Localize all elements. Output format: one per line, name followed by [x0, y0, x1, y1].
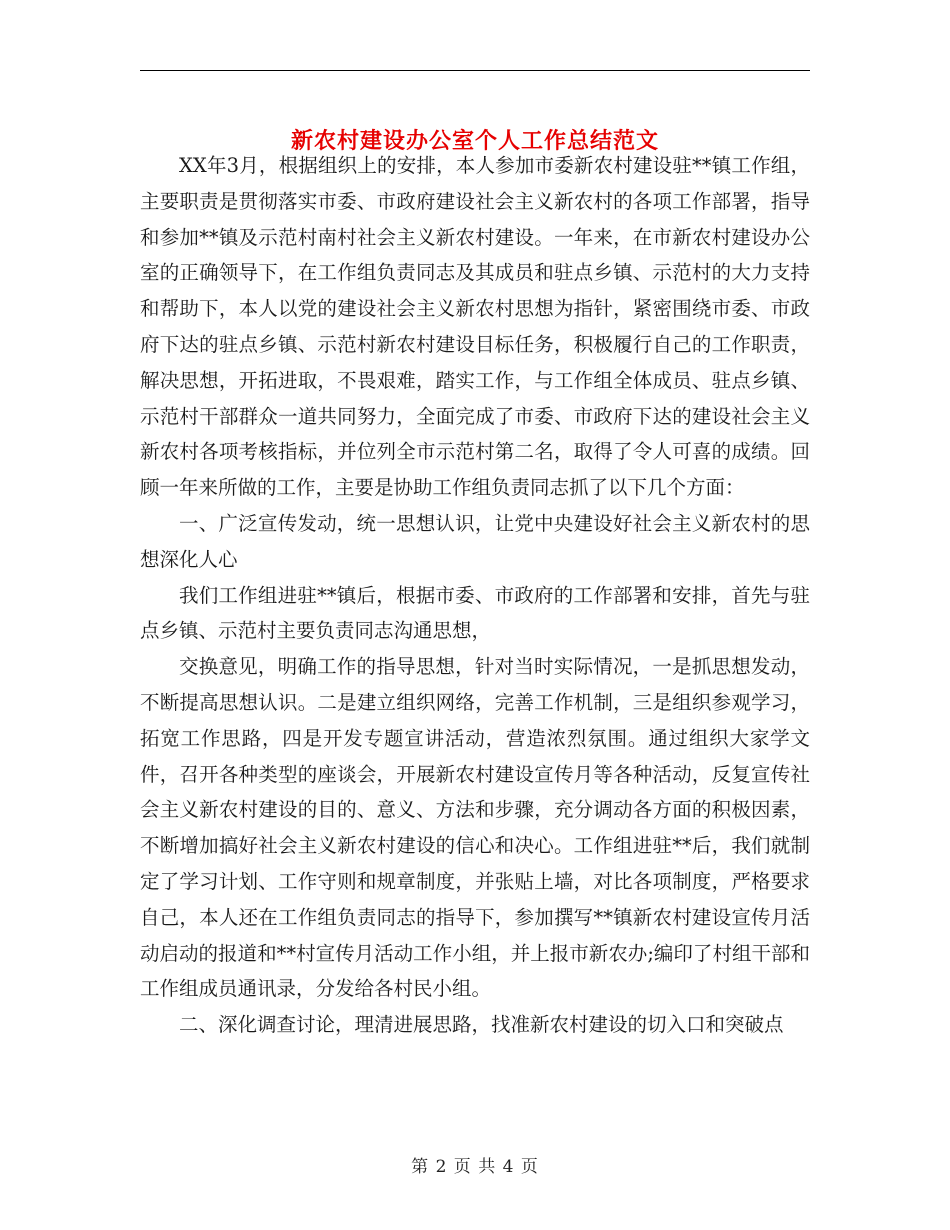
page-number-footer: 第 2 页 共 4 页: [411, 1157, 539, 1177]
header-rule: [140, 70, 810, 71]
section-heading-1: 一、广泛宣传发动，统一思想认识，让党中央建设好社会主义新农村的思想深化人心: [140, 511, 810, 571]
document-title: 新农村建设办公室个人工作总结范文: [290, 127, 659, 154]
section-heading-2: 二、深化调查讨论，理清进展思路，找准新农村建设的切入口和突破点: [179, 1013, 784, 1037]
paragraph-intro: XX年3月，根据组织上的安排，本人参加市委新农村建设驻**镇工作组，主要职责是贯彻落实市委、市政府建设社会主义新农村的各项工作部署，指导和参加**镇及示范村南村社会主义新农村建设。一年来，在市新农村建设办公室的正确领导下，在工作组负责同志及其成员和驻点乡镇、示范村的大力支持和帮助下，本人以党的建设社会主义新农村思想为指针，紧密围绕市委、市政府下达的驻点乡镇、示范村新农村建设目标任务，积极履行自己的工作职责，解决思想，开拓进取，不畏艰难，踏实工作，与工作组全体成员、驻点乡镇、示范村干部群众一道共同努力，全面完成了市委、市政府下达的建设社会主义新农村各项考核指标，并位列全市示范村第二名，取得了令人可喜的成绩。回顾一年来所做的工作，主要是协助工作组负责同志抓了以下几个方面：: [140, 154, 810, 500]
document-body: [140, 148, 810, 1043]
paragraph-section-1a: 我们工作组进驻**镇后，根据市委、市政府的工作部署和安排，首先与驻点乡镇、示范村主要负责同志沟通思想，: [140, 583, 810, 643]
paragraph-section-1b: 交换意见，明确工作的指导思想，针对当时实际情况，一是抓思想发动，不断提高思想认识。二是建立组织网络，完善工作机制，三是组织参观学习，拓宽工作思路，四是开发专题宣讲活动，营造浓烈氛围。通过组织大家学文件，召开各种类型的座谈会，开展新农村建设宣传月等各种活动，反复宣传社会主义新农村建设的目的、意义、方法和步骤，充分调动各方面的积极因素，不断增加搞好社会主义新农村建设的信心和决心。工作组进驻**后，我们就制定了学习计划、工作守则和规章制度，并张贴上墙，对比各项制度，严格要求自己，本人还在工作组负责同志的指导下，参加撰写**镇新农村建设宣传月活动启动的报道和**村宣传月活动工作小组，并上报市新农办;编印了村组干部和工作组成员通讯录，分发给各村民小组。: [140, 655, 810, 1001]
